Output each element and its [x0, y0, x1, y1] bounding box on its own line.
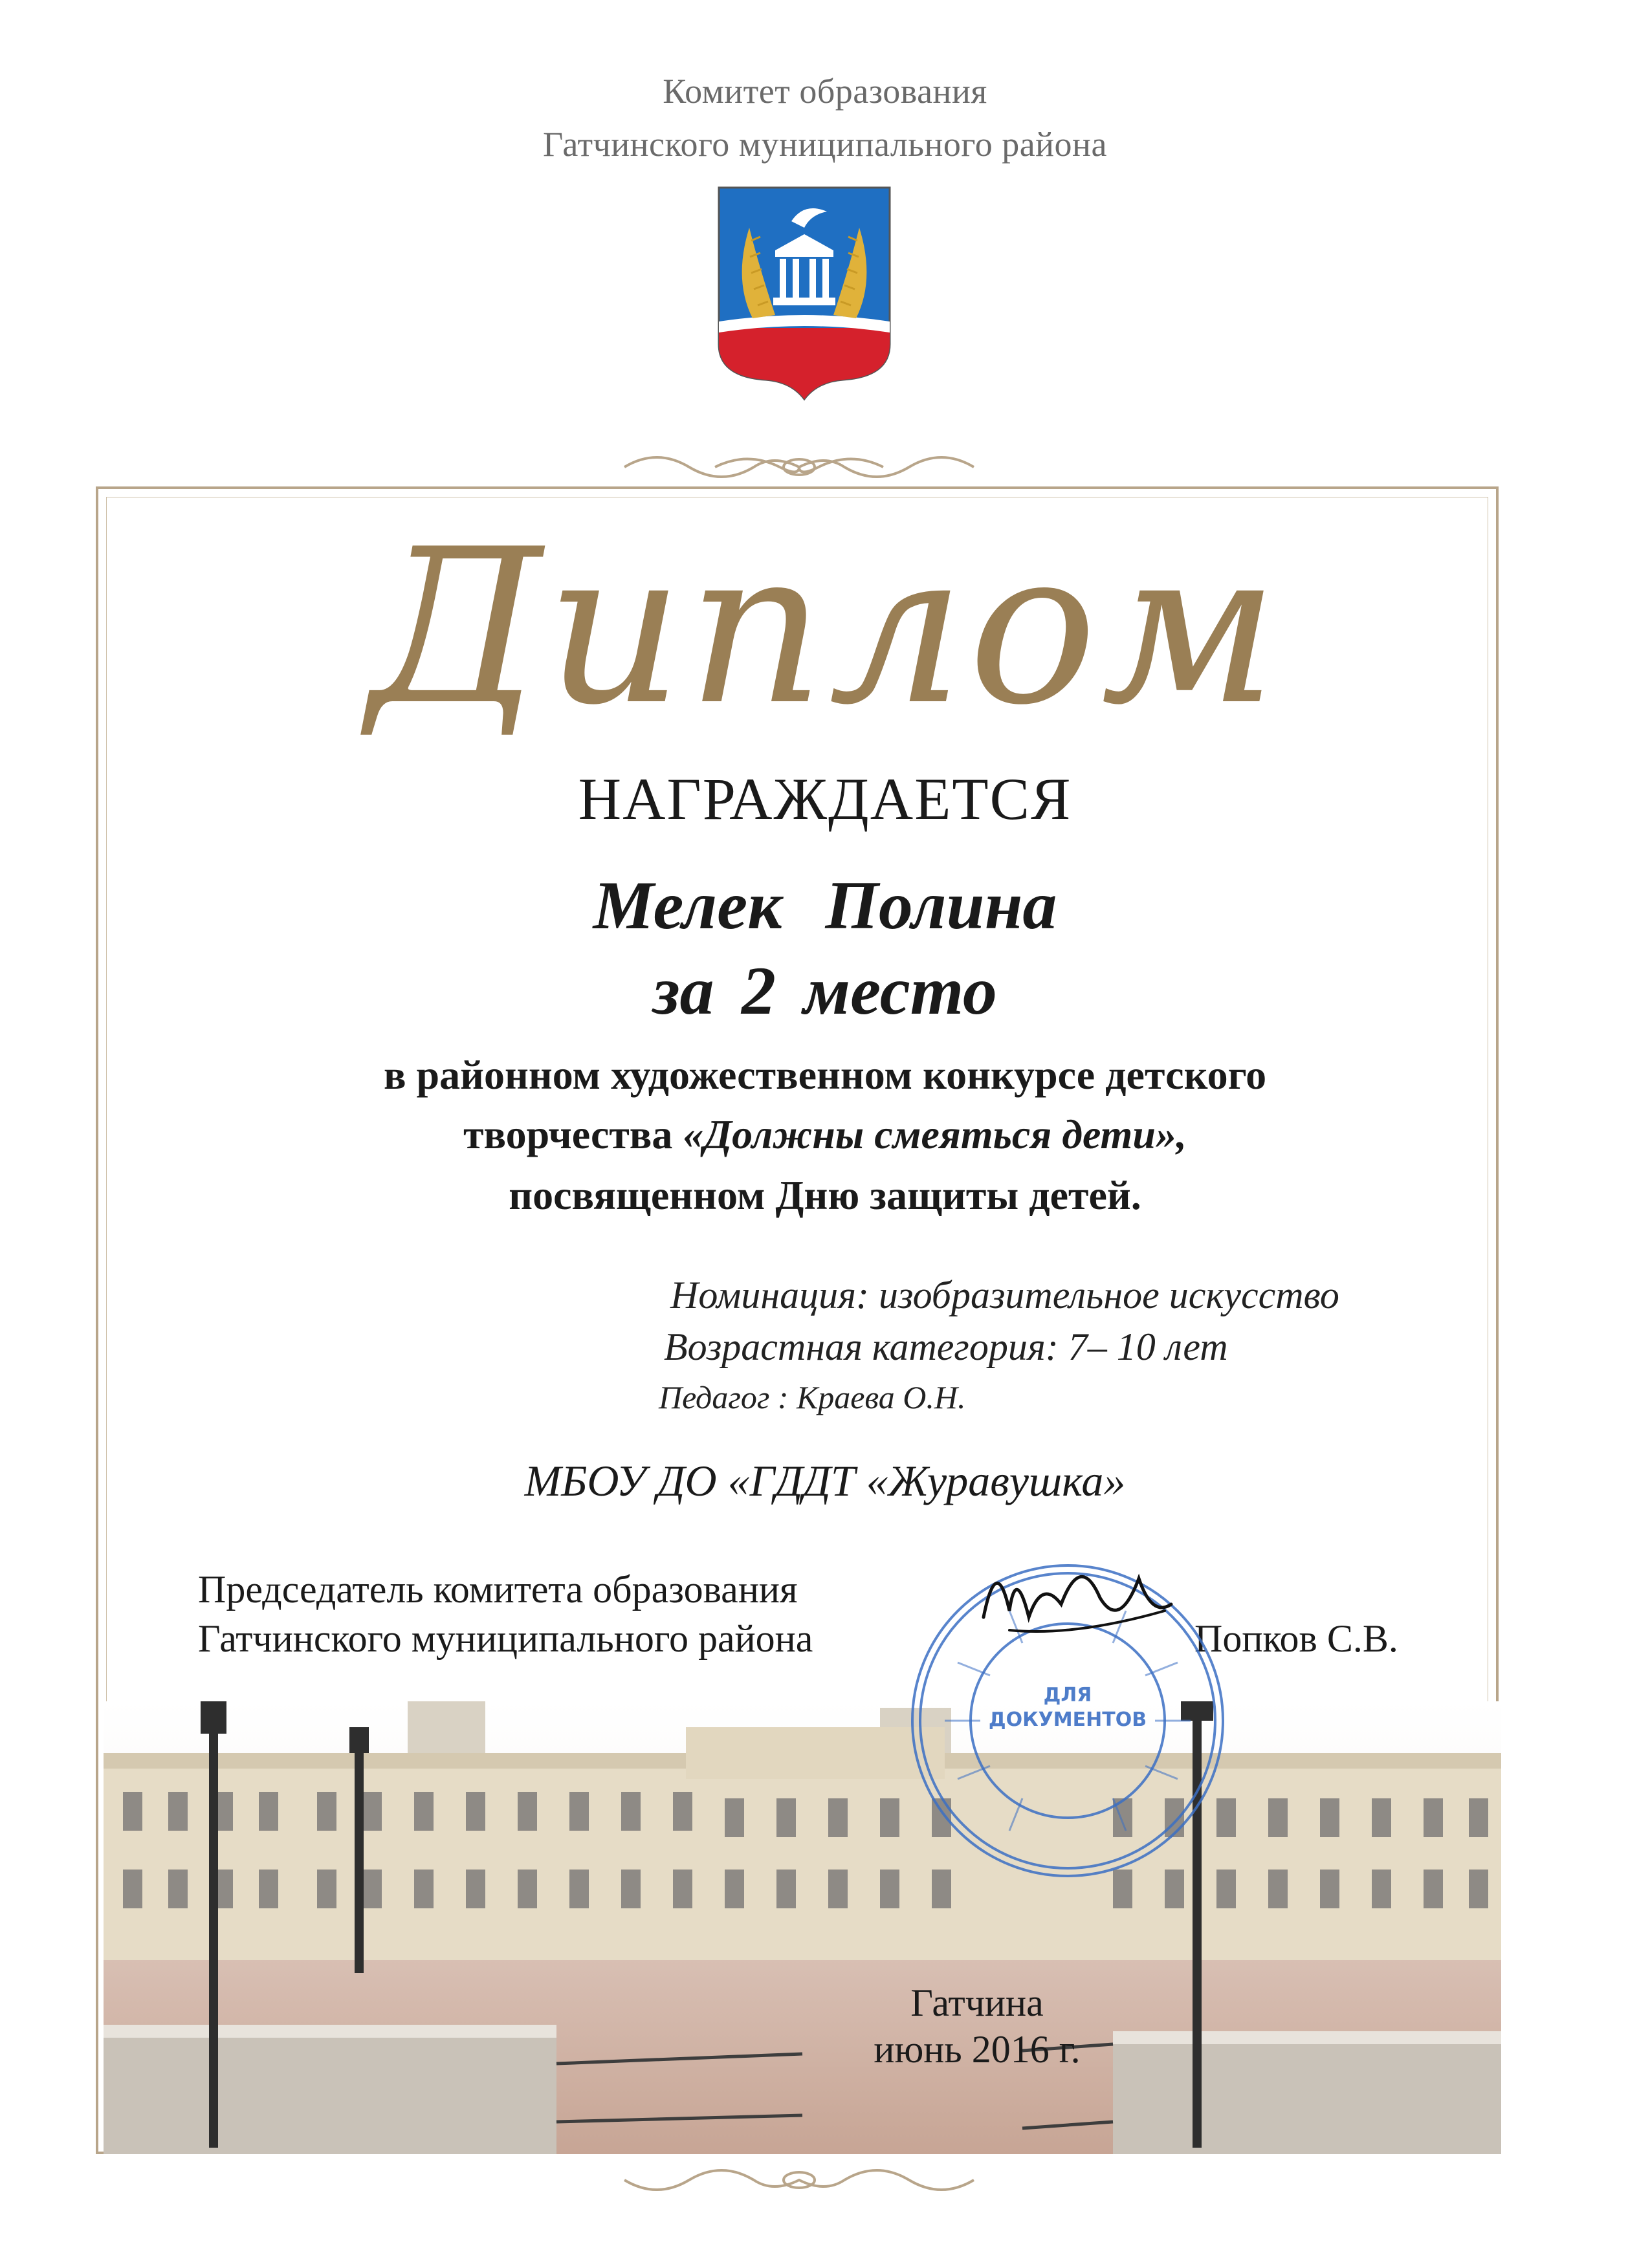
awarded-heading: НАГРАЖДАЕТСЯ — [578, 766, 1072, 832]
signatory-title-line1: Председатель комитета образования — [198, 1568, 798, 1611]
description-line3: посвященном Дню защиты детей. — [509, 1172, 1141, 1218]
school-name — [0, 1453, 1650, 1509]
school-name-text: МБОУ ДО «ГДДТ «Журавушка» — [524, 1456, 1126, 1505]
description-line1: в районном художественном конкурсе детского — [383, 1052, 1267, 1098]
stamp-text-line1: ДЛЯ — [1043, 1684, 1092, 1706]
nomination: Номинация: изобразительное искусство — [670, 1274, 1339, 1316]
contest-name: «Должны смеяться дети», — [683, 1111, 1187, 1157]
header-org-line2: Гатчинского муниципального района — [543, 125, 1107, 164]
teacher: Педагог : Краева О.Н. — [659, 1379, 966, 1415]
age-category: Возрастная категория: 7– 10 лет — [664, 1325, 1228, 1368]
signatory-title-line2: Гатчинского муниципального района — [198, 1617, 813, 1660]
description-line2-prefix: творчества — [463, 1111, 683, 1157]
handwritten-signature-icon — [971, 1540, 1178, 1656]
coat-of-arms-icon — [714, 182, 895, 402]
description-line2 — [0, 1107, 1650, 1162]
bottom-ornament-icon — [618, 2154, 980, 2206]
header-org-line1: Комитет образования — [663, 72, 987, 111]
top-ornament-icon — [618, 441, 980, 493]
header-organization — [0, 65, 1650, 171]
signatory-name: Попков С.В. — [1194, 1617, 1398, 1660]
city: Гатчина — [910, 1981, 1044, 2024]
recipient-name: Мелек Полина — [593, 867, 1057, 943]
recipient-place: за 2 место — [653, 953, 997, 1029]
palace-photo — [104, 1701, 1501, 2154]
issue-date: июнь 2016 г. — [874, 2028, 1081, 2071]
diploma-title: Диплом — [368, 503, 1282, 752]
stamp-text-line2: ДОКУМЕНТОВ — [988, 1708, 1147, 1731]
